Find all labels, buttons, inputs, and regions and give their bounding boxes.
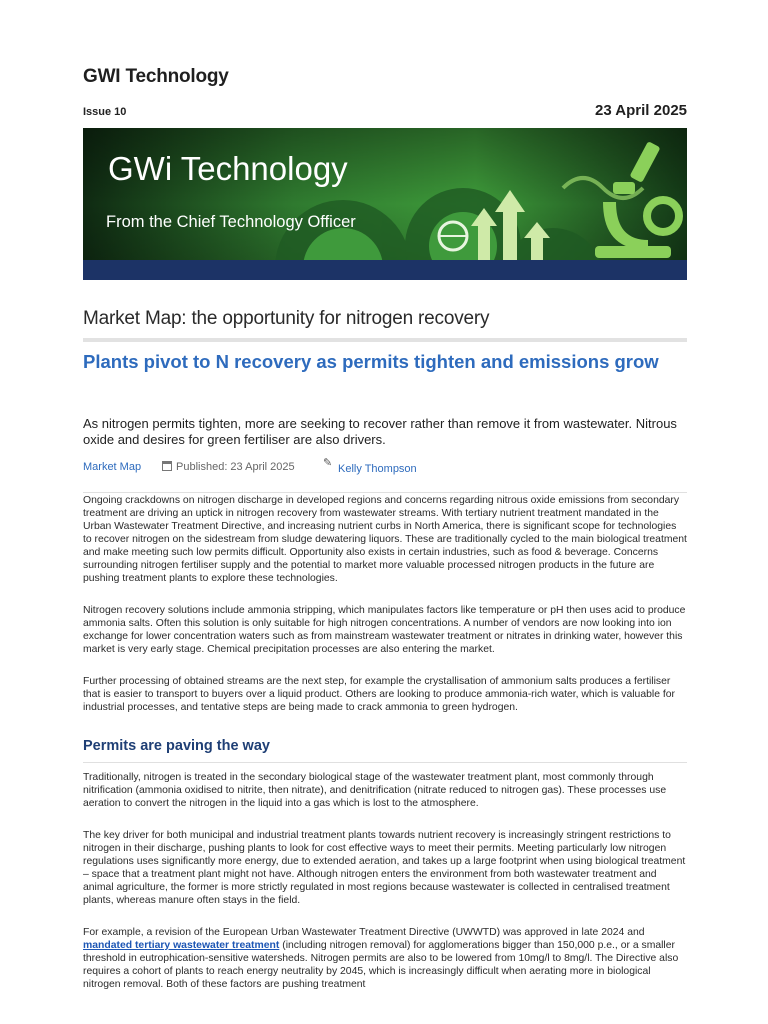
paragraph bbox=[83, 926, 687, 991]
article-standfirst: As nitrogen permits tighten, more are seeking to recover rather than remove it from wastewater. Nitrous oxide and desires for green fertiliser are also drivers. bbox=[83, 416, 677, 447]
paragraph-text: (including nitrogen removal) for agglomerations bigger than 150,000 p.e., or a smaller threshold in eutrophication-sensitive watersheds. Nitrogen permits are also to be lowered from 10mg/l to 8mg/l. The Directive also requires a cohort of plants to reach energy neutrality by 2045, which is increasingly difficult when aerating more in biological nitrogen removal. Both of these factors are pushing treatment bbox=[83, 940, 679, 990]
divider bbox=[83, 762, 687, 763]
divider bbox=[83, 338, 687, 342]
header-banner bbox=[83, 128, 687, 280]
paragraph-text: For example, a revision of the European Urban Wastewater Treatment Directive (UWWTD) was approved in late 2024 and bbox=[83, 927, 645, 938]
article-meta bbox=[83, 458, 687, 478]
paragraph: The key driver for both municipal and industrial treatment plants towards nutrient recovery is increasingly stringent restrictions to nitrogen in their discharge, pushing plants to look for cost effective ways to meet their permits. Meeting particularly low nitrogen regulations uses significantly more energy, due to extended aeration, and takes up a large footprint when using biological treatment – space that a treatment plant might not have. Although nitrogen enters the environment from both wastewater treatment and animal agriculture, the former is more strictly regulated in most regions because wastewater is collected in centralised treatment plants, whereas manure often stays in the field. bbox=[83, 830, 686, 906]
issue-number: Issue 10 bbox=[83, 106, 127, 118]
subheading: Permits are paving the way bbox=[83, 738, 270, 754]
calendar-icon bbox=[162, 461, 172, 471]
issue-date: 23 April 2025 bbox=[595, 102, 687, 119]
paragraph: Ongoing crackdowns on nitrogen discharge in developed regions and concerns regarding nitrous oxide emissions from secondary treatment are driving an uptick in nitrogen recovery from wastewater streams. With tertiary nutrient treatment mandated in the Urban Wastewater Treatment Directive, and increasing nutrient curbs in North America, there is significant scope for technologies to recover nitrogen on the sidestream from sludge dewatering liquors. These are traditionally cycled to the main biological treatment and make meeting such low permits difficult. Opportunity also exists in certain industries, such as food & beverage. Concerns surrounding nitrogen fertiliser supply and the potential to market more valuable processed nitrogen products in the future are pushing treatment plants to explore these technologies. bbox=[83, 495, 687, 584]
banner-subtitle: From the Chief Technology Officer bbox=[106, 213, 356, 231]
pen-icon: ✎ bbox=[323, 457, 333, 469]
section-title: Market Map: the opportunity for nitrogen recovery bbox=[83, 308, 490, 329]
published-date: Published: 23 April 2025 bbox=[176, 461, 295, 473]
paragraph: Traditionally, nitrogen is treated in the secondary biological stage of the wastewater treatment plant, most commonly through nitrification (ammonia oxidised to nitrite, then nitrate), and denitrification (nitrate reduced to nitrogen gas). These processes use aeration to convert the nitrogen in the liquid into a gas which is lost to the atmosphere. bbox=[83, 772, 667, 809]
brand-title: GWI Technology bbox=[83, 66, 229, 87]
article-headline: Plants pivot to N recovery as permits tighten and emissions grow bbox=[83, 351, 659, 372]
directive-link[interactable]: mandated tertiary wastewater treatment bbox=[83, 940, 280, 951]
banner-bottom-bar bbox=[83, 260, 687, 280]
category-link[interactable]: Market Map bbox=[83, 461, 142, 473]
paragraph: Nitrogen recovery solutions include ammonia stripping, which manipulates factors like temperature or pH then uses acid to produce ammonia salts. Often this solution is only suitable for high nitrogen concentrations. A number of vendors are now looking into ion exchange for lower concentration waters such as from mainstream wastewater treatment or nitrates in drinking water, however this market is very early stage. Chemical precipitation processes are also entering the market. bbox=[83, 605, 686, 655]
author-link[interactable]: Kelly Thompson bbox=[338, 463, 417, 475]
banner-title: GWi Technology bbox=[108, 150, 348, 187]
paragraph: Further processing of obtained streams are the next step, for example the crystallisation of ammonium salts produces a fertiliser that is easier to transport to buyers over a liquid product. Others are looking to produce ammonia-rich water, which is valuable for industrial processes, and tentative steps are being made to crack ammonia to green hydrogen. bbox=[83, 676, 675, 713]
divider bbox=[83, 492, 687, 493]
